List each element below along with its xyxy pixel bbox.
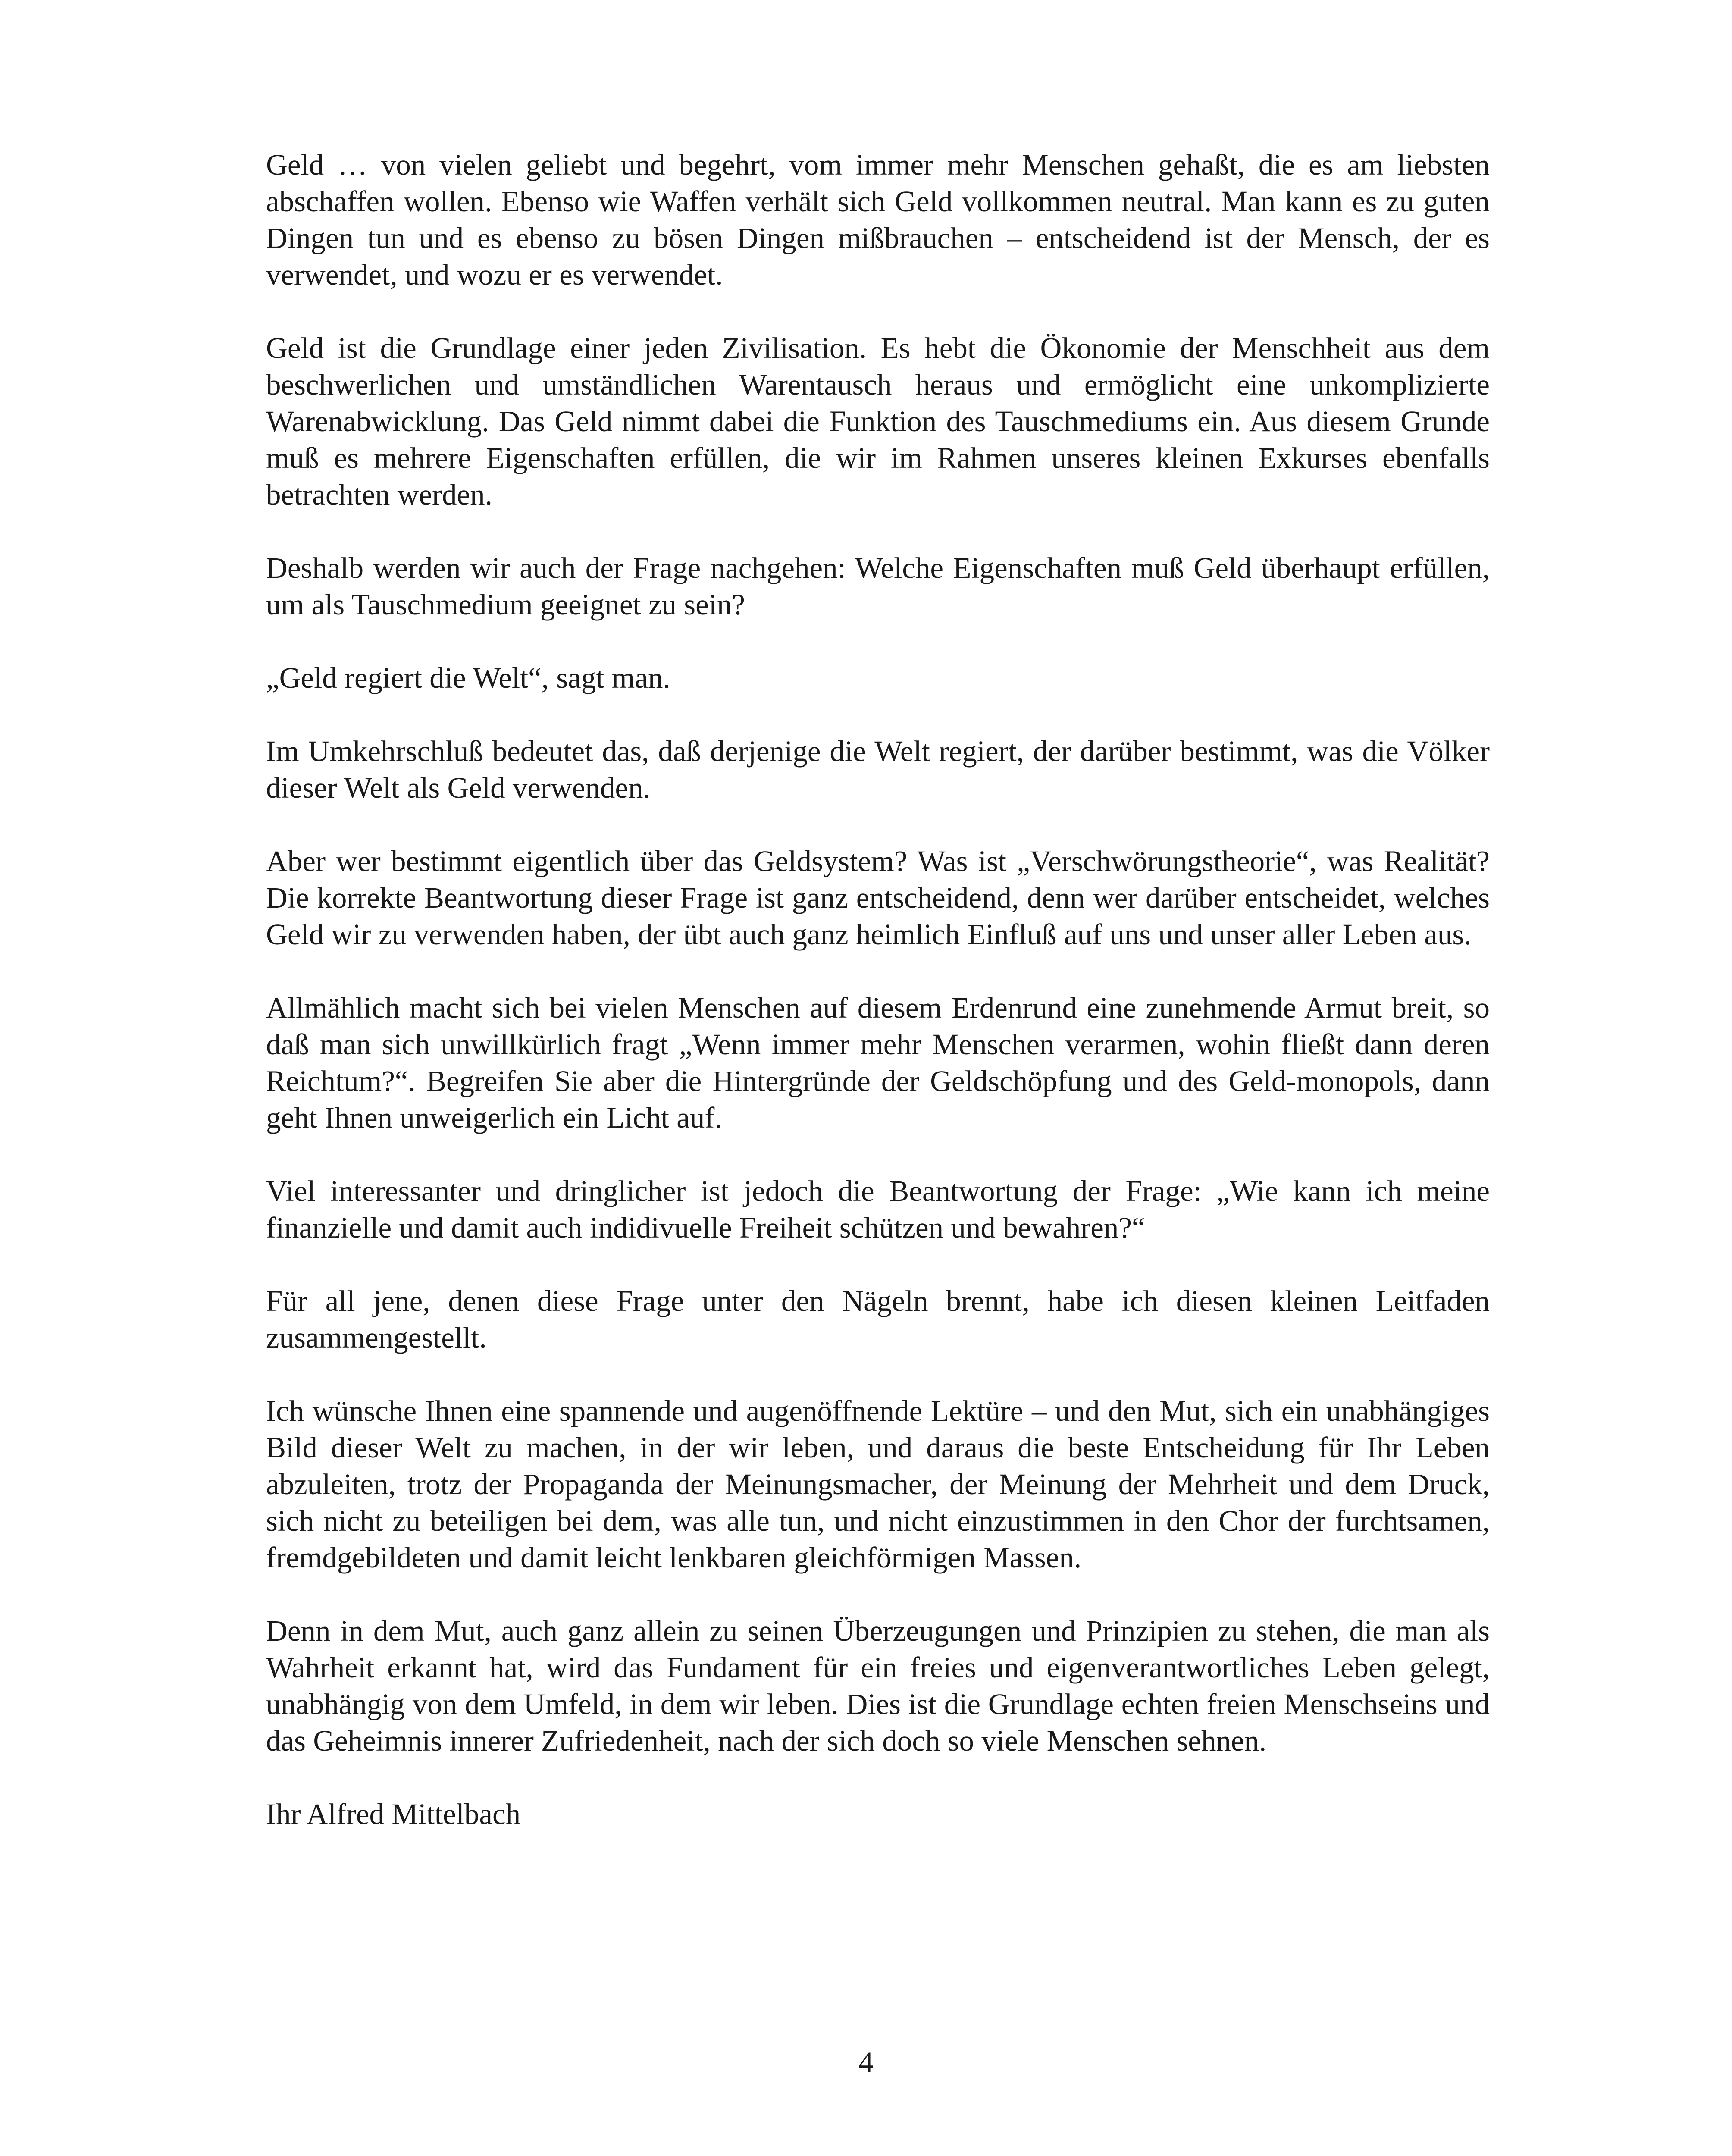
paragraph-money-system: Aber wer bestimmt eigentlich über das Geldsystem? Was ist „Verschwörungstheorie“, was Realität? Die korrekte Beantwortung dieser Frage ist ganz entscheidend, denn wer darüber entscheidet, welches Geld wir zu verwenden haben, der übt auch ganz heimlich Einfluß auf uns und unser aller Leben aus. [266,845,1490,951]
paragraph-conclusion: Im Umkehrschluß bedeutet das, daß derjenige die Welt regiert, der darüber bestimmt, was die Völker dieser Welt als Geld verwenden. [266,735,1490,804]
paragraph-guide: Für all jene, denen diese Frage unter den Nägeln brennt, habe ich diesen kleinen Leitfaden zusammengestellt. [266,1285,1490,1354]
paragraph-civilisation: Geld ist die Grundlage einer jeden Zivilisation. Es hebt die Ökonomie der Menschheit aus dem beschwerlichen und umständlichen Warentausch heraus und ermöglicht eine unkomplizierte Warenabwicklung. Das Geld nimmt dabei die Funktion des Tauschmediums ein. Aus diesem Grunde muß es mehrere Eigenschaften erfüllen, die wir im Rahmen unseres kleinen Exkurses ebenfalls betrachten werden. [266,332,1490,511]
page-number: 4 [858,2046,874,2078]
body-text [266,147,1490,1869]
paragraph-intro: Geld … von vielen geliebt und begehrt, vom immer mehr Menschen gehaßt, die es am liebsten abschaffen wollen. Ebenso wie Waffen verhält sich Geld vollkommen neutral. Man kann es zu guten Dingen tun und es ebenso zu bösen Dingen mißbrauchen – entscheidend ist der Mensch, der es verwendet, und wozu er es verwendet. [266,148,1490,291]
paragraph-freedom: Viel interessanter und dringlicher ist jedoch die Beantwortung der Frage: „Wie kann ich meine finanzielle und damit auch indidivuelle Freiheit schützen und bewahren?“ [266,1175,1490,1244]
paragraph-poverty: Allmählich macht sich bei vielen Menschen auf diesem Erdenrund eine zunehmende Armut breit, so daß man sich unwillkürlich fragt „Wenn immer mehr Menschen verarmen, wohin fließt dann deren Reichtum?“. Begreifen Sie aber die Hintergründe der Geldschöpfung und des Geld-monopols, dann geht Ihnen unweigerlich ein Licht auf. [266,991,1490,1134]
paragraph-quote: „Geld regiert die Welt“, sagt man. [266,661,670,694]
paragraph-question: Deshalb werden wir auch der Frage nachgehen: Welche Eigenschaften muß Geld überhaupt erfüllen, um als Tauschmedium geeignet zu sein? [266,552,1490,621]
paragraph-courage: Denn in dem Mut, auch ganz allein zu seinen Überzeugungen und Prinzipien zu stehen, die man als Wahrheit erkannt hat, wird das Fundament für ein freies und eigenverantwortliches Leben gelegt, unabhängig von dem Umfeld, in dem wir leben. Dies ist die Grundlage echten freien Menschseins und das Geheimnis innerer Zufriedenheit, nach der sich doch so viele Menschen sehnen. [266,1614,1490,1757]
signature: Ihr Alfred Mittelbach [266,1798,521,1830]
paragraph-wishes: Ich wünsche Ihnen eine spannende und augenöffnende Lektüre – und den Mut, sich ein unabhängiges Bild dieser Welt zu machen, in der wir leben, und daraus die beste Entscheidung für Ihr Leben abzuleiten, trotz der Propaganda der Meinungsmacher, der Meinung der Mehrheit und dem Druck, sich nicht zu beteiligen bei dem, was alle tun, und nicht einzustimmen in den Chor der furchtsamen, fremdgebildeten und damit leicht lenkbaren gleichförmigen Massen. [266,1395,1490,1574]
